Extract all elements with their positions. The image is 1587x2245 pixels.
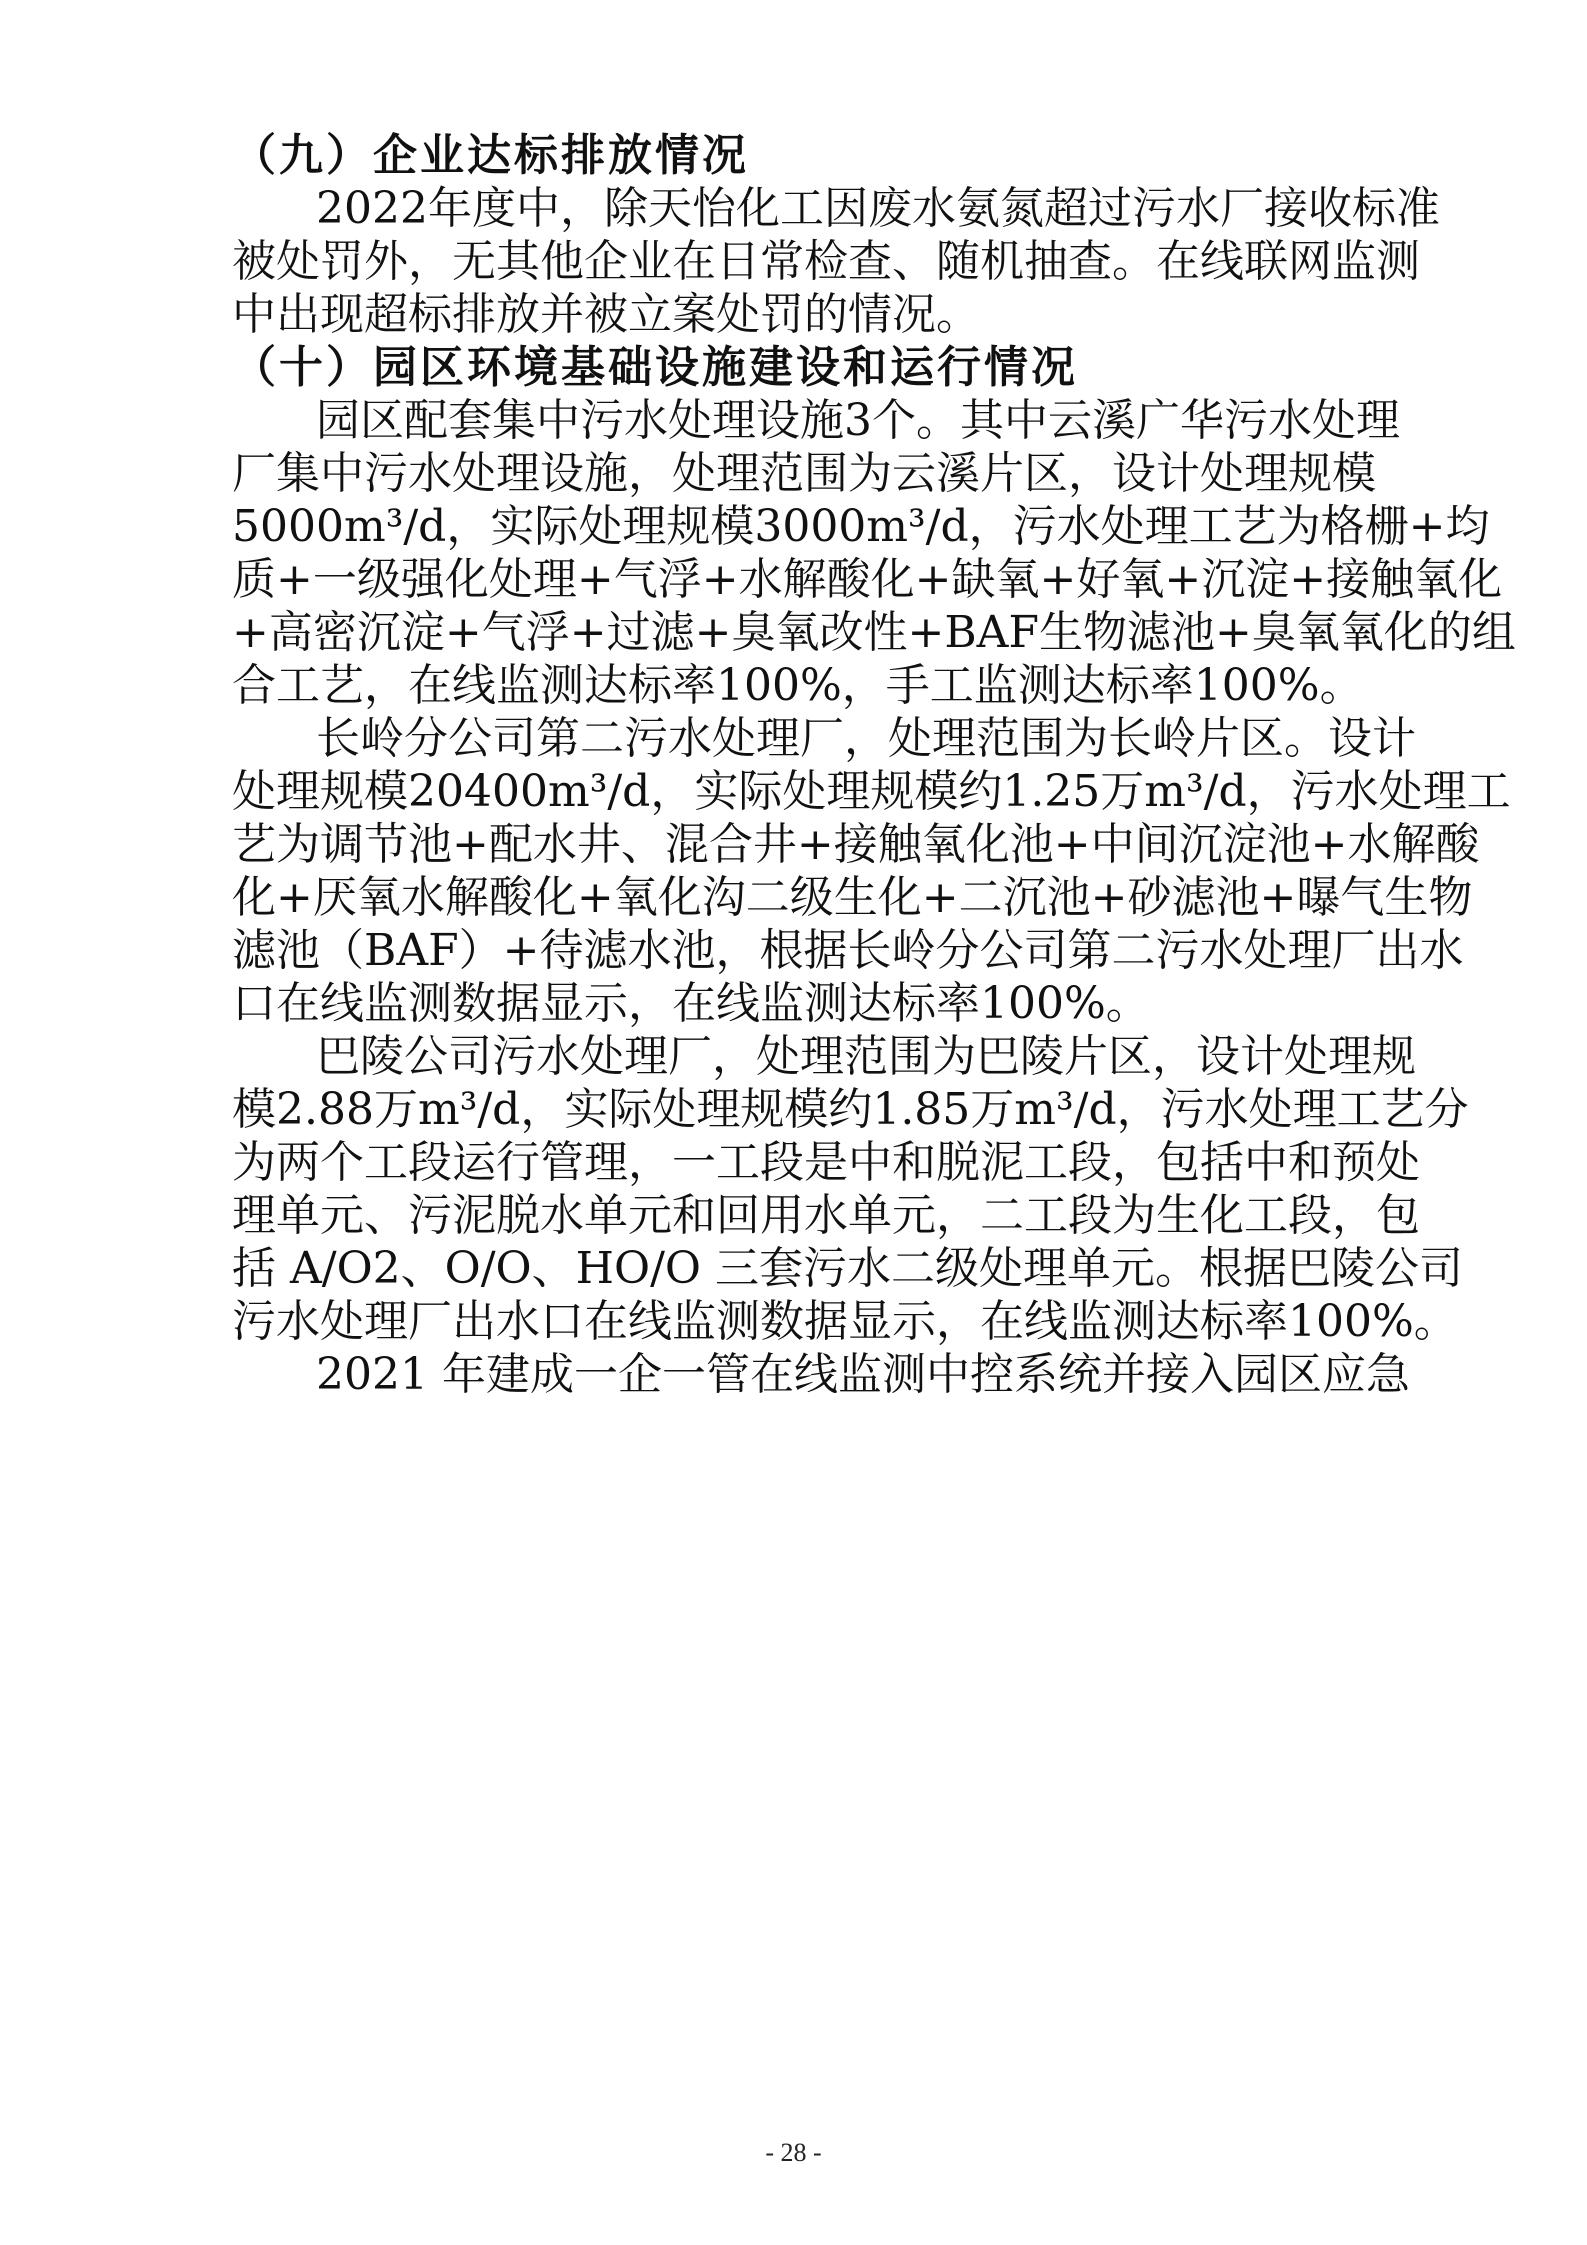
paragraph-line: 园区配套集中污水处理设施3个。其中云溪广华污水处理 <box>316 395 1400 446</box>
paragraph-line: 5000m³/d，实际处理规模3000m³/d，污水处理工艺为格栅+均 <box>232 501 1490 552</box>
paragraph-line: 艺为调节池+配水井、混合井+接触氧化池+中间沉淀池+水解酸 <box>232 819 1480 870</box>
paragraph-line: 模2.88万m³/d，实际处理规模约1.85万m³/d，污水处理工艺分 <box>232 1084 1469 1135</box>
paragraph-line: 厂集中污水处理设施，处理范围为云溪片区，设计处理规模 <box>232 448 1376 499</box>
paragraph-line: 括 A/O2、O/O、HO/O 三套污水二级处理单元。根据巴陵公司 <box>232 1243 1463 1294</box>
paragraph-line: 口在线监测数据显示，在线监测达标率100%。 <box>232 978 1150 1029</box>
page-number: - 28 - <box>765 2138 822 2167</box>
section-heading-nine: （九）企业达标排放情况 <box>232 130 749 181</box>
paragraph-line: 质+一级强化处理+气浮+水解酸化+缺氧+好氧+沉淀+接触氧化 <box>232 554 1503 605</box>
paragraph-line: 处理规模20400m³/d，实际处理规模约1.25万m³/d，污水处理工 <box>232 766 1511 817</box>
paragraph-line: 中出现超标排放并被立案处罚的情况。 <box>232 289 980 340</box>
section-heading-ten: （十）园区环境基础设施建设和运行情况 <box>232 342 1078 393</box>
paragraph-line: 2022年度中，除天怡化工因废水氨氮超过污水厂接收标准 <box>316 183 1440 234</box>
paragraph-line: 化+厌氧水解酸化+氧化沟二级生化+二沉池+砂滤池+曝气生物 <box>232 872 1473 923</box>
paragraph-line: 污水处理厂出水口在线监测数据显示，在线监测达标率100%。 <box>232 1296 1458 1347</box>
paragraph-line: 长岭分公司第二污水处理厂，处理范围为长岭片区。设计 <box>316 713 1416 764</box>
paragraph-line: 2021 年建成一企一管在线监测中控系统并接入园区应急 <box>316 1349 1410 1400</box>
paragraph-line: 滤池（BAF）+待滤水池，根据长岭分公司第二污水处理厂出水 <box>232 925 1464 976</box>
paragraph-line: 被处罚外，无其他企业在日常检查、随机抽查。在线联网监测 <box>232 236 1420 287</box>
paragraph-line: 理单元、污泥脱水单元和回用水单元，二工段为生化工段，包 <box>232 1190 1420 1241</box>
paragraph-line: 为两个工段运行管理，一工段是中和脱泥工段，包括中和预处 <box>232 1137 1420 1188</box>
paragraph-line: 合工艺，在线监测达标率100%，手工监测达标率100%。 <box>232 660 1364 711</box>
paragraph-line: +高密沉淀+气浮+过滤+臭氧改性+BAF生物滤池+臭氧氧化的组 <box>232 607 1516 658</box>
paragraph-line: 巴陵公司污水处理厂，处理范围为巴陵片区，设计处理规 <box>316 1031 1416 1082</box>
